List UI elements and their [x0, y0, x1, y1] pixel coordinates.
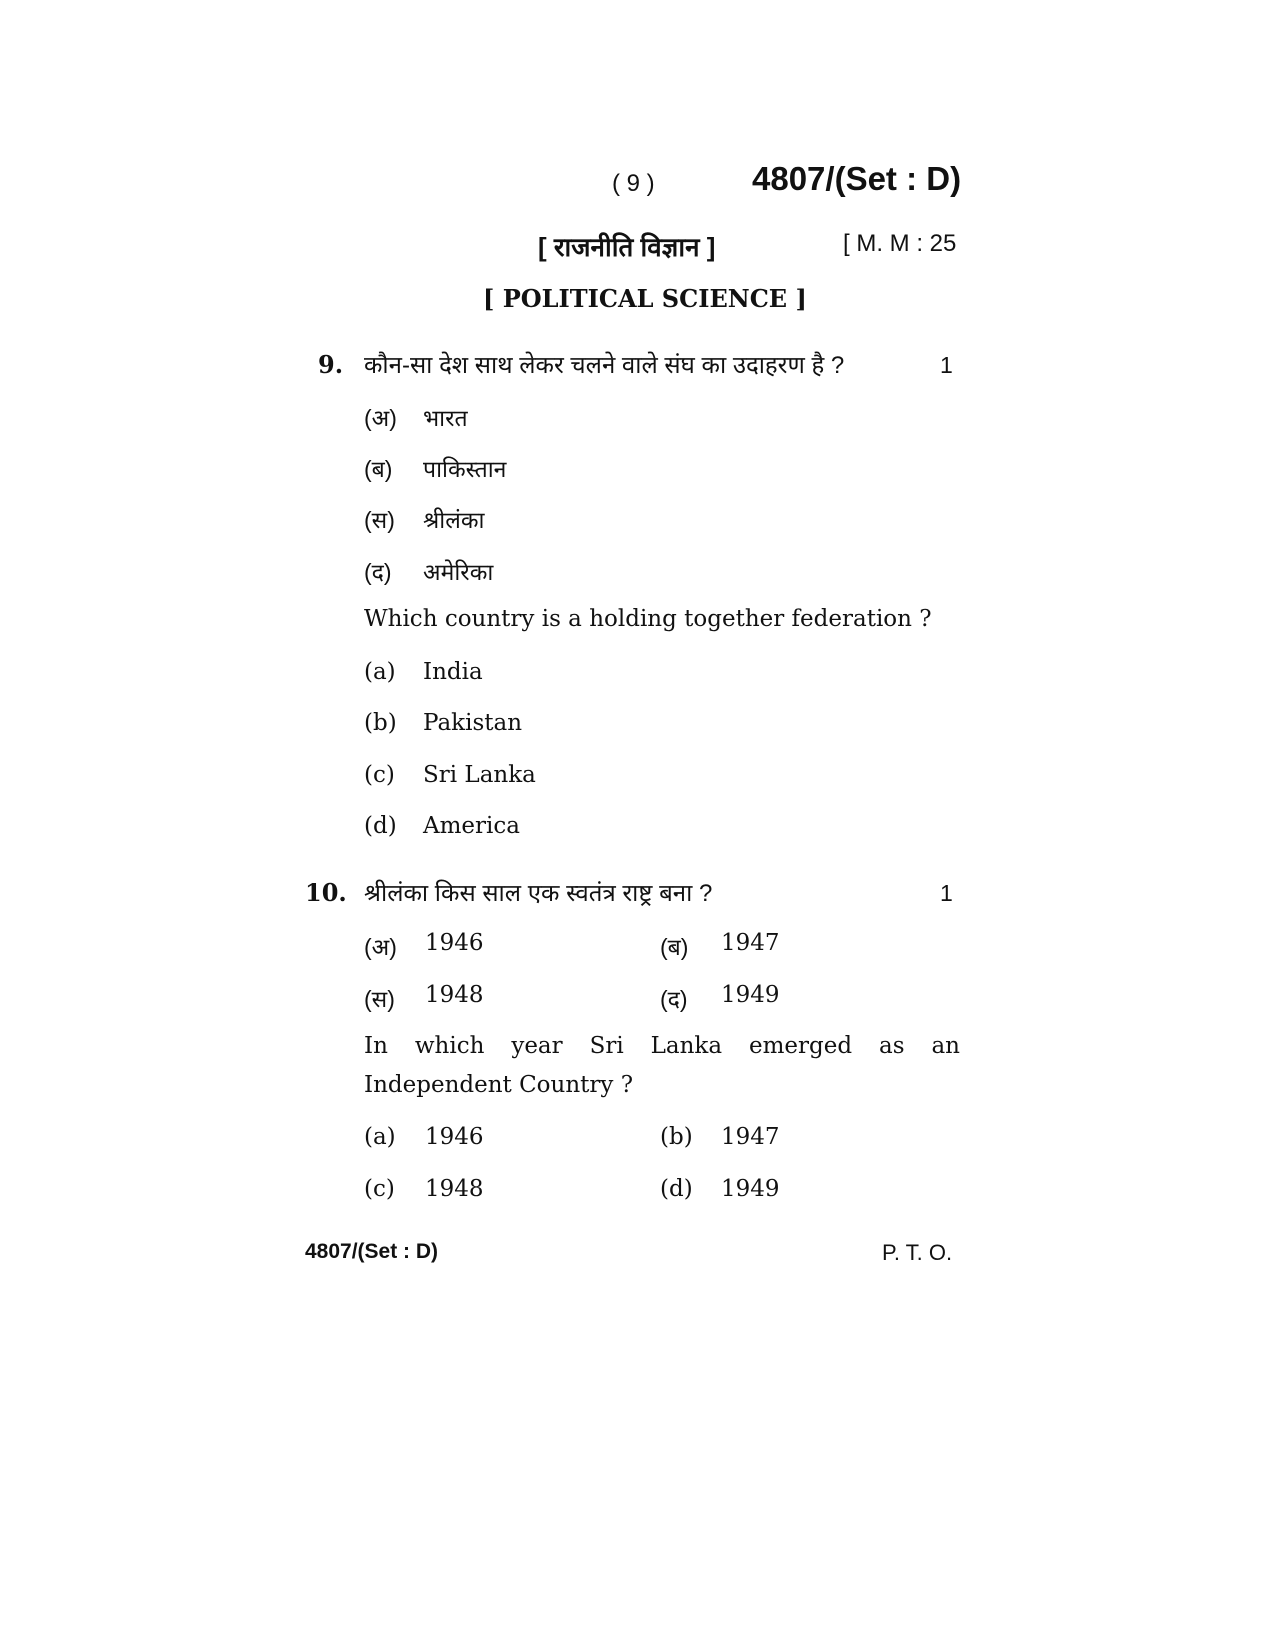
option-text: Sri Lanka: [423, 762, 536, 788]
option-label: (स): [364, 986, 395, 1012]
option-text: 1947: [721, 930, 780, 956]
option-text: 1946: [425, 930, 484, 956]
paper-code-header: 4807/(Set : D): [752, 160, 962, 197]
option-label: (d): [364, 813, 397, 839]
option-label: (ब): [660, 934, 689, 960]
question-text-hindi: श्रीलंका किस साल एक स्वतंत्र राष्ट्र बना ?: [364, 880, 713, 907]
option-text: Pakistan: [423, 710, 523, 736]
option-text: America: [423, 813, 520, 839]
please-turn-over: P. T. O.: [882, 1240, 953, 1265]
question-text-hindi: कौन-सा देश साथ लेकर चलने वाले संघ का उदाहरण है ?: [364, 352, 845, 379]
option-label: (d): [660, 1176, 693, 1202]
option-label: (a): [364, 659, 396, 685]
option-label: (स): [364, 507, 395, 533]
option-text: भारत: [423, 405, 468, 431]
option-label: (द): [660, 986, 688, 1012]
option-text: 1947: [721, 1124, 780, 1150]
question-marks: 1: [940, 352, 953, 378]
option-text: 1948: [425, 1176, 484, 1202]
option-label: (b): [660, 1124, 693, 1150]
subject-title-hindi: [ राजनीति विज्ञान ]: [538, 232, 716, 262]
option-label: (c): [364, 762, 395, 788]
option-label: (ब): [364, 456, 393, 482]
option-label: (अ): [364, 405, 397, 431]
question-text-english: Which country is a holding together federation ?: [364, 606, 932, 632]
option-text: 1948: [425, 982, 484, 1008]
option-text: श्रीलंका: [423, 507, 485, 533]
question-marks: 1: [940, 880, 953, 906]
option-text: 1949: [721, 1176, 780, 1202]
footer-paper-code: 4807/(Set : D): [305, 1240, 439, 1263]
option-text: 1949: [721, 982, 780, 1008]
option-text: 1946: [425, 1124, 484, 1150]
option-label: (a): [364, 1124, 396, 1150]
question-text-english: In which year Sri Lanka emerged as an Independent Country ?: [364, 1033, 960, 1098]
option-text: पाकिस्तान: [423, 456, 507, 482]
max-marks: [ M. M : 25: [843, 230, 957, 257]
option-text: India: [423, 659, 483, 685]
page-number: ( 9 ): [612, 170, 655, 197]
option-label: (अ): [364, 934, 397, 960]
question-number: 9.: [318, 350, 344, 379]
option-label: (b): [364, 710, 397, 736]
subject-title-english: [ POLITICAL SCIENCE ]: [483, 284, 807, 313]
option-label: (द): [364, 559, 392, 585]
option-text: अमेरिका: [423, 559, 494, 585]
question-number: 10.: [305, 878, 347, 907]
option-label: (c): [364, 1176, 395, 1202]
